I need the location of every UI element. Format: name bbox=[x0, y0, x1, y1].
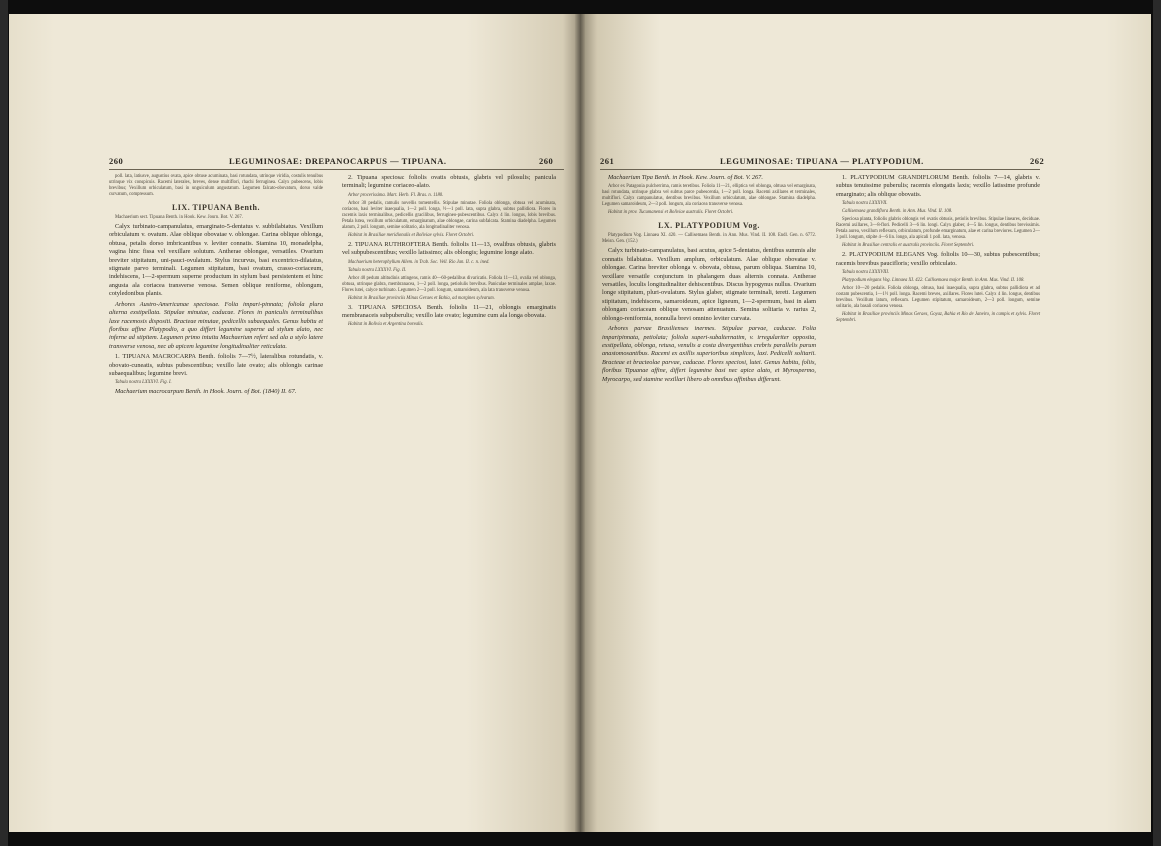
col2-top-text: 2. Tipuana speciosa: foliolis ovatis obtusis, glabris vel pilosulis; panicula terminali; legumine coriaceo-alato. bbox=[342, 174, 556, 190]
left-column-2 bbox=[342, 174, 556, 330]
col4-tabula-1: Tabula nostra LXXXVII. bbox=[842, 201, 888, 207]
open-book bbox=[9, 14, 1151, 832]
col2-reference: Arbor procerissima. Mart. Herb. Fl. Bras. n. 1180. bbox=[348, 192, 444, 198]
col4-description-2: Arbor 10—20 pedalis. Foliola oblonga, obtusa, basi inaequalia, supra glabra, subtus pallidiora et ad costam pubescentia, 1—1½ poll. longa. Racemi breves, axillares. Flores lutei. Calyx 4 lin. longus, dentibus brevibus. Vexillum latum, reflexum. Legumen stipitatum, samaroideum, 2—3 poll. longum, semine solitario, ala basali coriacea venosa. bbox=[836, 286, 1040, 310]
col4-species-2: 2. PLATYPODIUM ELEGANS Vog. foliolis 10—30, subtus pubescentibus; racemis brevibus paucifloris; vexillo orbiculato. bbox=[836, 251, 1040, 267]
right-page bbox=[580, 14, 1151, 832]
left-page bbox=[9, 14, 580, 832]
col1-genus-description: Calyx turbinato-campanulatus, emarginato-5-dentatus v. subbilabiatus. Vexillum orbiculatum v. ovatum. Alae oblique obovatae v. oblongae. Carina oblique oblonga, obtusa, petalis dorso imbricantibus v. leviter connatis. Stamina 10, monadelpha, vagina hinc fissa vel vexillare solutum. Antherae oblongae, versatiles. Ovarium breviter stipitatum, uni-pauci-ovulatum. Stylus incurvus, basi excentrico-dilatatus, stigmate parvo terminali. Legumen stipitatum, basi ovatum, crasso-coriaceum, indehiscens, 1—2-spermum superne productum in stylum basi persistentem et hinc angusta ala coriacea transverse venosa. Semen oblique reniforme, oblongum, cotyledonibus planis. bbox=[109, 223, 323, 298]
right-head-rule bbox=[600, 169, 1040, 170]
right-page-number: 262 bbox=[1030, 156, 1045, 166]
left-running-title: LEGUMINOSAE: DREPANOCARPUS — TIPUANA. bbox=[229, 156, 447, 166]
col2-description-2: Arbor 40 pedum altitudinis attingens, ramis 40—60-pedalibus divaricatis. Foliola 11—13, ovalia vel oblonga, obtusa, utrinque glabra, membranacea, 1—2 poll. longa, petiolulis brevibus. Paniculae terminales amplae, laxae. Flores lutei, calyce turbinato. Legumen 2—3 poll. longum, samaroideum, ala lata transverse venosa. bbox=[342, 275, 556, 293]
scanner-edge-right bbox=[1153, 0, 1161, 846]
genus-heading-tipuana: LIX. TIPUANA Benth. bbox=[171, 203, 261, 212]
col2-species-2: 2. TIPUANA RUTHROFTERA Benth. foliolis 11—13, ovalibus obtusis, glabris vel subpubescentibus; vexillo latissimo; alis oblongis; legumine longe alato. bbox=[342, 240, 556, 257]
col2-species-3: 3. TIPUANA SPECIOSA Benth. foliolis 11—21, oblongis emarginatis membranaceis subpuberulis; vexillo late ovato; legumine cum ala longa obovata. bbox=[342, 303, 556, 320]
col1-reference-1: Machaerium macrocarpum Benth. in Hook. Journ. of Bot. (1840) II. 67. bbox=[115, 388, 297, 396]
col4-reference-1: Callisemaea grandiflora Benth. in Ann. Mus. Vind. II. 108. bbox=[842, 209, 953, 215]
col2-description: Arbor 30 pedalis, ramulis novellis tomentellis. Stipulae minutae. Foliola oblonga, obtusa vel acuminata, coriacea, basi leviter inaequalia, 1—2 poll. longa, ½—1 poll. lata, supra glabra, subtus pallidiora. Flores in racemis laxis terminalibus, pedicellis gracilibus, ferrugineo-pubescentibus. Calyx 4 lin. longus, lobis brevibus. Petala lutea, vexillum orbiculatum, emarginatum, alae oblongae, carina subfalcata. Stamina diadelpha. Legumen alatum, 2 poll. longum, semine solitario, ala longitudinaliter venosa. bbox=[342, 200, 556, 230]
col2-synonym: Machaerium heterophyllum Allem. in Trab. Soc. Vell. Rio Jan. II. c. n. ined. bbox=[348, 259, 490, 265]
left-head-rule bbox=[109, 169, 564, 170]
right-column-2 bbox=[836, 174, 1040, 326]
col4-habitat-note-2: Habitat in Brasiliae provinciis Minas Geraes, Goyaz, Bahia et Rio de Janeiro, in campis et sylvis. Floret Septembri. bbox=[836, 312, 1040, 324]
book-gutter bbox=[575, 14, 585, 832]
scanner-edge-left bbox=[0, 0, 8, 846]
col1-continuation-text: poll. lata, latiusve, augustius ovata, apice obtuse acuminata, basi rotundata, utrinque viridia, costulis tenuibus utrinque vix conspicuis. Racemi laterales, breves, dense multiflori, rhachi ferruginea. Calyx pubescens, lobis brevibus; Vexillum orbiculatum, basi in unguiculum angustatum. Legumen falcato-obovatum, dorso valde curvatum, compressum. bbox=[109, 174, 323, 197]
right-page-number-inner: 261 bbox=[600, 156, 615, 166]
col4-tabula-2: Tabula nostra LXXXVIII. bbox=[842, 270, 890, 276]
col4-reference-2: Platypodium elegans Vog. Linnaea XI. 422. Callisemaea major Benth. in Ann. Mus. Vind. II. 108. bbox=[842, 278, 1025, 284]
col1-italic-notes: Arbores Austro-Americanae speciosae. Folia impari-pinnata; foliola plura alterna exstipellata. Stipulae minutae, caducae. Flores in paniculis terminalibus laxe racemosis dispositi. Bracteae minutae, pedicellis subaequales. Genus habitu et floribus affine Platypodio, a quo differt legumine superne ad stylum alato, nec inferne ad stipitem. Legumen primo intuitu Machaerium refert sed ala a stylo latere transverse venosa, nec ab apicem legumine longitudinaliter reticulata. bbox=[109, 300, 323, 350]
col3-genus-description: Calyx turbinato-campanulatus, basi acutus, apice 5-dentatus, dentibus summis alte connatis bilabiatus. Vexillum amplum, orbiculatum. Alae oblique obovatae v. oblongae. Carina breviter oblonga v. obovata, obtusa, parum obliqua. Stamina 10, vexillare versatile conjunctum in phalangem duas alternis connata. Antherae versatiles, loculis longitudinaliter dehiscentibus. Discus hypogynus nullus. Ovarium longe stipitatum, pluri-ovulatum. Stylus glaber, stigmate terminali, tereti. Legumen stipitatum, indehiscens, samaroideum, apice ligneum, 1—2-spermum, basi in alam oblongam coriaceam oblique venosam attenuatum. Semina solitaria v. rarius 2, oblongo-reniformia, nonnulla brevi omnino leviter curvata. bbox=[602, 247, 816, 322]
col2-habitat-note-3: Habitat in Bolivia et Argentina borealis. bbox=[348, 322, 424, 328]
col3-description: Arbor ex Patagonia pulcherrima, ramis teretibus. Foliola 11—21, elliptica vel oblonga, obtusa vel emarginata, basi rotundata, utrinque glabra vel subtus parce pubescentia, 1—2 poll. longa. Racemi axillares et terminales, multiflori. Calyx campanulatus, dentibus brevibus. Vexillum orbiculatum, alae oblongae. Stamina diadelpha. Legumen samaroideum, 2—3 poll. longum, ala coriacea transverse venosa. bbox=[602, 184, 816, 208]
col4-description-1: Speciosa planta, foliolis glabris oblongis vel ovatis obtusis, petiolis brevibus. Stipulae lineares, deciduae. Racemi axillares, 3—8-flori. Pedicelli 3—6 lin. longi. Calyx glaber, 4—5 lin. longus, dentibus brevissimis. Petala aurea, vexillum reflexum, orbiculatum, profunde emarginatum, alae et carina breviores. Legumen 2—3 poll. longum, stipite 4—6 lin. longo, ala apicali 1 poll. lata, venosa. bbox=[836, 217, 1040, 241]
left-page-number-outer: 260 bbox=[539, 156, 554, 166]
right-running-title: LEGUMINOSAE: TIPUANA — PLATYPODIUM. bbox=[720, 156, 924, 166]
genus-heading-platypodium: LX. PLATYPODIUM Vog. bbox=[658, 221, 760, 231]
col3-top-reference: Machaerium Tipa Benth. in Hook. Kew. Journ. of Bot. V. 267. bbox=[608, 174, 763, 181]
col1-genus-reference: Machaerium sect. Tipuana Benth. in Hook. Kew. Journ. Bot. V. 267. bbox=[115, 215, 243, 221]
col2-habitat-note: Habitat in Brasiliae meridionalis et Boliviae sylvis. Floret Octobri. bbox=[348, 232, 475, 238]
col2-habitat-note-2: Habitat in Brasiliae provinciis Minas Geraes et Bahia, ad margines sylvarum. bbox=[348, 295, 495, 301]
col4-habitat-note-1: Habitat in Brasiliae centralis et australis provinciis. Floret Septembri. bbox=[842, 243, 975, 249]
col4-species-1: 1. PLATYPODIUM GRANDIFLORUM Benth. foliolis 7—14, glabris v. subtus tenuissime puberulis; racemis elongatis laxis; vexillo latissime profunde emarginato; alis oblique obovatis. bbox=[836, 174, 1040, 198]
col1-tabula-1: Tabula nostra LXXXVI. Fig. I. bbox=[115, 380, 172, 386]
col3-genus-reference: Platypodium Vog. Linnaea XI. 420. — Callisemaea Benth. in Ann. Mus. Vind. II. 108. Endl. Gen. n. 6772. Meisn. Gen. (152.) bbox=[602, 233, 816, 245]
col3-italic-notes: Arbores parvae Brasilienses inermes. Stipulae parvae, caducae. Folia imparipinnata, petiolata; foliola superi-subalternatim, v. irregulariter opposita, exstipellata, oblonga, retusa, venulis a costa divergentibus crebris parallelis parum anastomosantibus. Racemi ex axillis superioribus simplices, laxi. Pedicelli solitarii. Bracteae et bracteolae parvae, caducae. Flores speciosi, lutei. Genus habitu, foliis, floribus Tipuanae affine, differt legumine basi nec apice alato, et Myrospermo, Myrocarpo, sed stamine vexillari libero ab omnibus affinibus differunt. bbox=[602, 325, 816, 383]
left-page-number: 260 bbox=[109, 156, 124, 166]
col3-habitat-note: Habitat in prov. Tucumanensi et Boliviae australis. Floret Octobri. bbox=[608, 210, 734, 216]
right-column-1 bbox=[602, 174, 816, 386]
col1-species-1: 1. TIPUANA MACROCARPA Benth. foliolis 7—7½, lateralibus rotundatis, v. obovato-cuneatis, subtus pubescentibus; vexillo late ovato; alis oblongis carinae subaequalibus; legumine brevi. bbox=[109, 353, 323, 377]
left-column-1 bbox=[109, 174, 323, 399]
col2-tabula-2: Tabula nostra LXXXVI. Fig. II. bbox=[348, 267, 407, 273]
